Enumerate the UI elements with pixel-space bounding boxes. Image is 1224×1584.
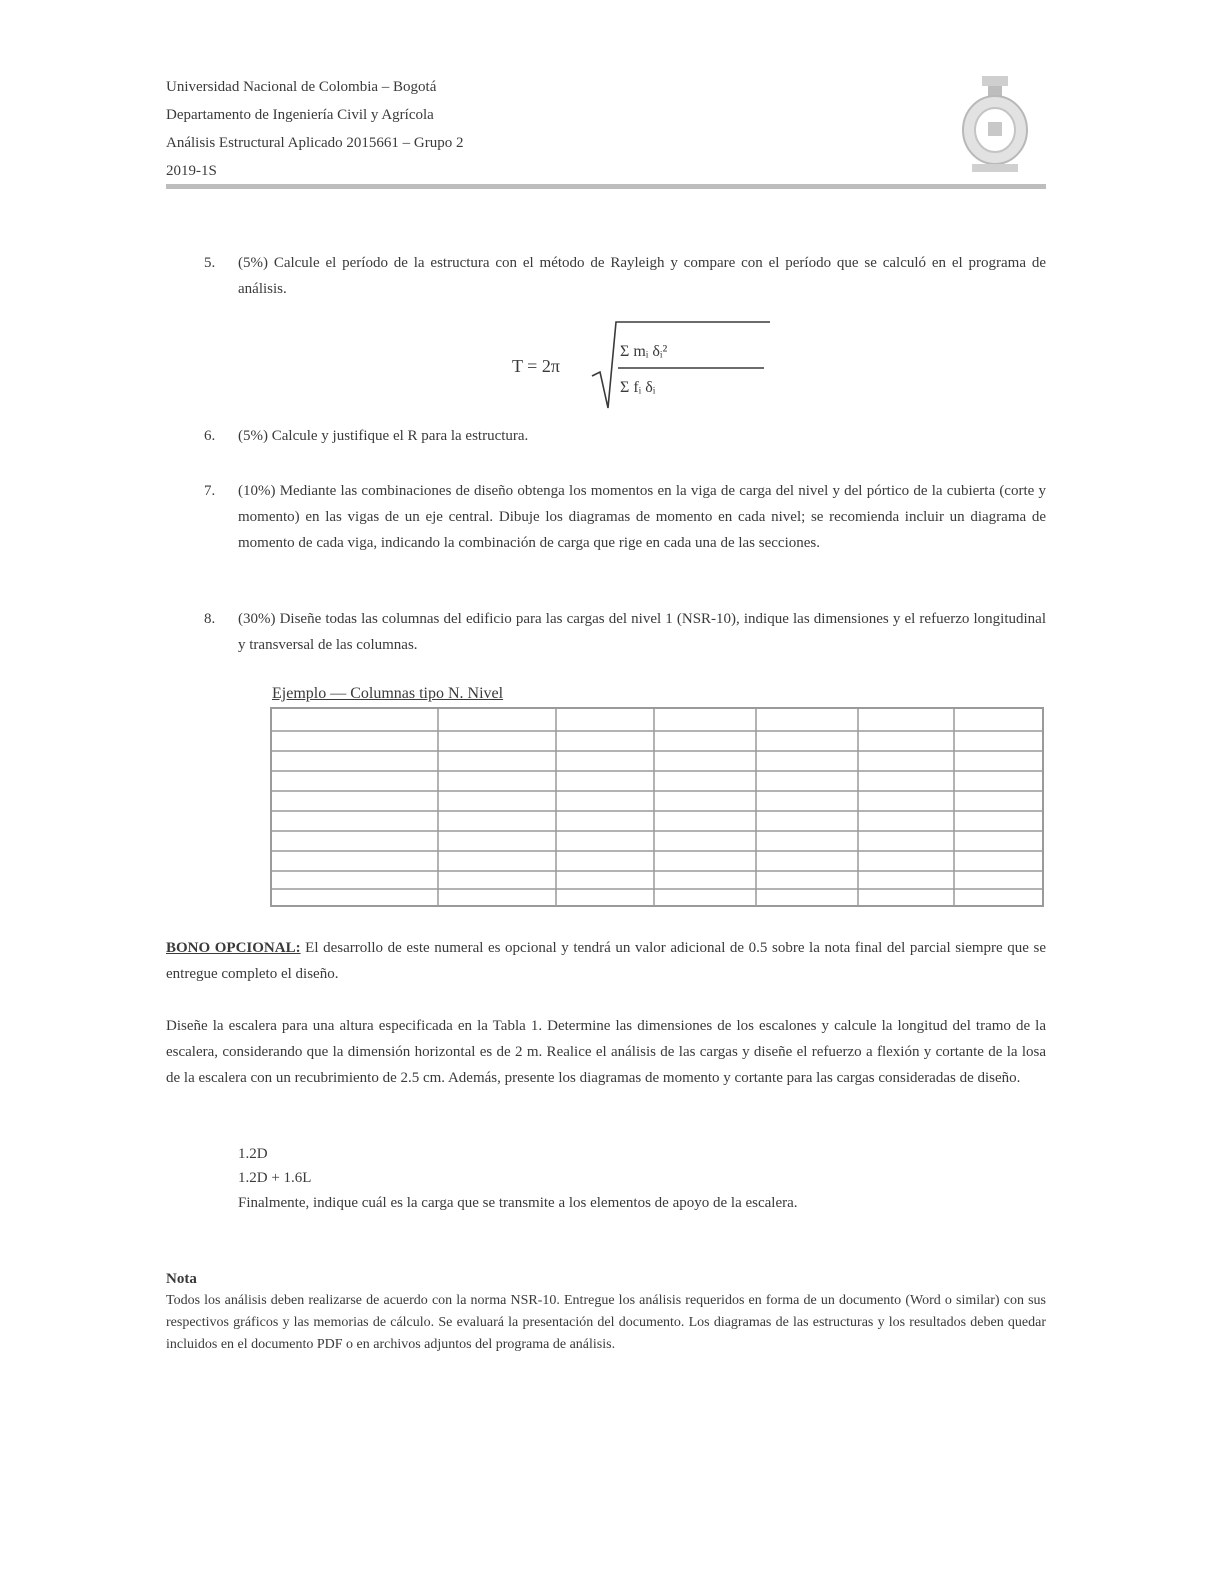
question-number: 5. [204,255,216,271]
department-name: Departamento de Ingeniería Civil y Agrícola [166,107,434,123]
question-number: 7. [204,483,216,499]
university-seal-icon [958,72,1032,180]
bonus-text: El desarrollo de este numeral es opcional y tendrá un valor adicional de 0.5 sobre la nota final del parcial siempre que se entregue completo el diseño. [166,940,1046,982]
formula-lhs: T = 2π [512,356,560,376]
header-divider [166,184,1046,189]
course-name: Análisis Estructural Aplicado 2015661 – Grupo 2 [166,135,464,151]
note-title: Nota [166,1271,197,1287]
rayleigh-formula [512,318,772,414]
example-table [270,707,1044,907]
formula-denominator: Σ fᵢ δᵢ [620,379,656,396]
note-text: Todos los análisis deben realizarse de acuerdo con la norma NSR-10. Entregue los análisis requeridos en forma de un documento (Word o similar) con sus respectivos gráficos y las memorias de cálculo. Se evaluará la presentación del documento. Los diagramas de las estructuras y los resultados deben quedar incluidos en el documento PDF o en archivos adjuntos del programa de análisis. [166,1293,1046,1352]
final-instruction: Finalmente, indique cuál es la carga que se transmite a los elementos de apoyo de la escalera. [238,1195,798,1211]
page-header [166,72,1046,192]
load-combination-2: 1.2D + 1.6L [238,1170,312,1186]
formula-numerator: Σ mᵢ δᵢ² [620,343,668,360]
bonus-paragraph [166,935,1046,987]
bonus-label: BONO OPCIONAL: [166,940,301,956]
question-text: (5%) Calcule y justifique el R para la estructura. [238,428,529,444]
question-text: (5%) Calcule el período de la estructura con el método de Rayleigh y compare con el período que se calculó en el programa de análisis. [238,255,1046,297]
question-text: (10%) Mediante las combinaciones de diseño obtenga los momentos en la viga de carga del nivel y del pórtico de la cubierta (corte y momento) en las vigas de un eje central. Dibuje los diagramas de momento en cada nivel; se recomienda incluir un diagrama de momento de cada viga, indicando la combinación de carga que rige en cada una de las secciones. [238,483,1046,551]
question-text: (30%) Diseñe todas las columnas del edificio para las cargas del nivel 1 (NSR-10), indique las dimensiones y el refuerzo longitudinal y transversal de las columnas. [238,611,1046,653]
question-number: 6. [204,428,216,444]
table-title: Ejemplo — Columnas tipo N. Nivel [272,685,504,702]
university-name: Universidad Nacional de Colombia – Bogotá [166,79,437,95]
question-number: 8. [204,611,216,627]
load-combination-1: 1.2D [238,1146,268,1162]
semester: 2019-1S [166,163,217,179]
design-paragraph: Diseñe la escalera para una altura especificada en la Tabla 1. Determine las dimensiones de los escalones y calcule la longitud del tramo de la escalera, considerando que la dimensión horizontal es de 2 m. Realice el análisis de las cargas y diseñe el refuerzo a flexión y cortante de la losa de la escalera con un recubrimiento de 2.5 cm. Además, presente los diagramas de momento y cortante para las cargas consideradas de diseño. [166,1018,1046,1086]
